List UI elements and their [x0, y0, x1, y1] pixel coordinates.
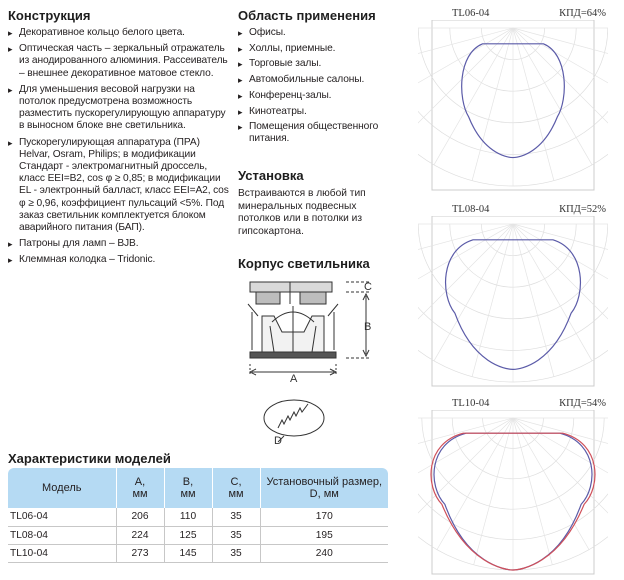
housing-drawing: [238, 276, 398, 446]
dimension-label-d: D: [274, 435, 282, 446]
application-title: Область применения: [238, 8, 376, 23]
header-c: C, мм: [212, 468, 260, 508]
polar-grid: [418, 410, 608, 574]
installation-text: Встраиваются в любой тип минеральных подвесных потолков или в потолки из гипсокартона.: [238, 188, 366, 237]
list-item: ▸ Пускорегулирующая аппаратура (ПРА) Helvar, Osram, Philips; в модификации Стандарт - электромагнитный дроссель, класс EEI=B2, cos φ ≥ 0,85; в модификации EL - электронный балласт, класс EEI=A2, cos φ ≥ 0,96, коэффициент пульсаций <5%. Под заказ светильник комплектуется блоком аварийного питания (БАП).: [8, 137, 230, 235]
table-cell: 110: [164, 508, 212, 526]
models-title: Характеристики моделей: [8, 451, 171, 466]
list-item: ▸ Торговые залы.: [238, 58, 386, 70]
table-row: [8, 544, 388, 562]
installation-title: Установка: [238, 168, 304, 183]
application-list: [238, 27, 386, 146]
polar-grid: [418, 216, 608, 386]
list-item: ▸ Патроны для ламп – BJB.: [8, 238, 230, 250]
table-cell: TL10-04: [8, 544, 116, 562]
chart-title: TL06-04: [452, 8, 490, 19]
table-cell: 35: [212, 508, 260, 526]
dimension-label-c: C: [364, 281, 372, 293]
table-cell: TL06-04: [8, 508, 116, 526]
models-table: [8, 468, 388, 563]
list-item: ▸ Конференц-залы.: [238, 90, 386, 102]
list-item: ▸ Холлы, приемные.: [238, 43, 386, 55]
construction-title: Конструкция: [8, 8, 91, 23]
table-cell: 206: [116, 508, 164, 526]
table-cell: 195: [260, 526, 388, 544]
header-b: B, мм: [164, 468, 212, 508]
polar-grid: [418, 20, 608, 190]
housing-title: Корпус светильника: [238, 256, 370, 271]
chart-efficiency: КПД=64%: [559, 8, 606, 19]
application-section: [238, 8, 386, 149]
list-item: ▸ Офисы.: [238, 27, 386, 39]
polar-chart-tl06: [418, 8, 608, 196]
table-header-row: [8, 468, 388, 508]
header-a: A, мм: [116, 468, 164, 508]
list-item: ▸ Автомобильные салоны.: [238, 74, 386, 86]
header-d: Установочный размер, D, мм: [260, 468, 388, 508]
table-cell: 240: [260, 544, 388, 562]
dimension-label-b: B: [364, 321, 372, 333]
list-item: ▸ Помещения общественного питания.: [238, 121, 386, 145]
table-cell: TL08-04: [8, 526, 116, 544]
polar-chart-tl08: [418, 204, 608, 392]
table-cell: 273: [116, 544, 164, 562]
header-model: Модель: [8, 468, 116, 508]
polar-chart-tl10: [418, 398, 608, 580]
table-row: [8, 508, 388, 526]
chart-efficiency: КПД=54%: [559, 398, 606, 409]
table-cell: 35: [212, 544, 260, 562]
list-item: ▸ Для уменьшения весовой нагрузки на потолок предусмотрена возможность разместить пускорегулирующую аппаратуру в выносном блоке вне светильника.: [8, 84, 230, 133]
construction-section: [8, 8, 230, 271]
chart-title: TL08-04: [452, 204, 490, 215]
table-cell: 224: [116, 526, 164, 544]
table-cell: 170: [260, 508, 388, 526]
list-item: ▸ Кинотеатры.: [238, 106, 386, 118]
list-item: ▸ Оптическая часть – зеркальный отражатель из анодированного алюминия. Рассеиватель – внешнее декоративное матовое стекло.: [8, 43, 230, 80]
chart-efficiency: КПД=52%: [559, 204, 606, 215]
table-cell: 125: [164, 526, 212, 544]
dimension-label-a: A: [290, 373, 298, 385]
list-item: ▸ Декоративное кольцо белого цвета.: [8, 27, 230, 39]
list-item: ▸ Клеммная колодка – Tridonic.: [8, 254, 230, 266]
chart-title: TL10-04: [452, 398, 490, 409]
construction-list: [8, 27, 230, 267]
table-cell: 35: [212, 526, 260, 544]
table-row: [8, 526, 388, 544]
table-cell: 145: [164, 544, 212, 562]
